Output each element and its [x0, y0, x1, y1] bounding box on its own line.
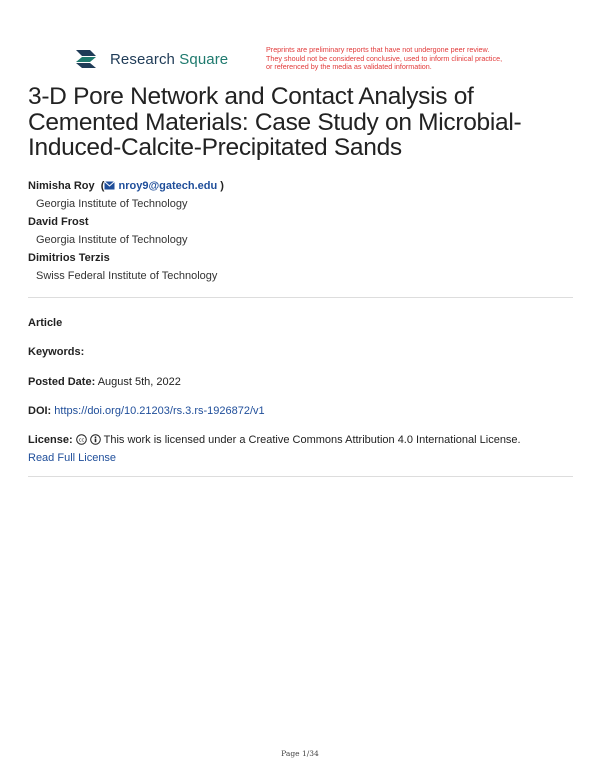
author-affiliation: Georgia Institute of Technology [36, 198, 188, 210]
logo-text-square: Square [179, 50, 229, 68]
logo-text [110, 51, 228, 68]
author-affiliation: Swiss Federal Institute of Technology [36, 270, 218, 282]
paper-title [28, 84, 578, 161]
doi-label: DOI: [28, 405, 52, 417]
research-square-logo-icon [76, 48, 104, 70]
read-full-license-link[interactable]: Read Full License [28, 452, 117, 464]
cc-icon [76, 434, 87, 445]
posted-date-value: August 5th, 2022 [97, 376, 181, 388]
disclaimer-line: Preprints are preliminary reports that have not undergone peer review. [266, 45, 490, 54]
doi [28, 405, 265, 417]
title-line: Cemented Materials: Case Study on Microbial- [28, 108, 522, 136]
divider [28, 476, 573, 477]
author-email-link[interactable] [104, 180, 217, 192]
article-type: Article [28, 317, 63, 329]
disclaimer-line: They should not be considered conclusive, used to inform clinical practice, [266, 53, 503, 63]
license [28, 434, 521, 446]
author-2: David Frost [28, 216, 89, 228]
keywords-label: Keywords: [28, 346, 85, 358]
license-label: License: [28, 434, 73, 446]
author-affiliation: Georgia Institute of Technology [36, 234, 188, 246]
doi-link[interactable]: https://doi.org/10.21203/rs.3.rs-1926872/v1 [54, 405, 265, 417]
divider [28, 297, 573, 298]
posted-date [28, 376, 181, 388]
author-1: Nimisha Roy ( nroy9@gatech.edu ) [28, 180, 224, 192]
author-name: Nimisha Roy [28, 180, 95, 192]
svg-text:cc: cc [78, 437, 84, 444]
attribution-icon [90, 434, 101, 445]
title-line: 3-D Pore Network and Contact Analysis of [28, 83, 474, 110]
research-square-logo[interactable] [76, 48, 228, 70]
author-email: nroy9@gatech.edu [118, 180, 218, 192]
logo-text-research: Research [110, 50, 175, 68]
author-3: Dimitrios Terzis [28, 252, 110, 264]
envelope-icon [104, 181, 115, 190]
license-text: This work is licensed under a Creative Commons Attribution 4.0 International License. [103, 434, 521, 446]
page-number: Page 1/34 [281, 749, 319, 758]
posted-date-label: Posted Date: [28, 376, 96, 388]
disclaimer-line: or referenced by the media as validated information. [266, 62, 432, 72]
preprint-disclaimer [266, 46, 536, 72]
title-line: Induced-Calcite-Precipitated Sands [28, 134, 402, 161]
